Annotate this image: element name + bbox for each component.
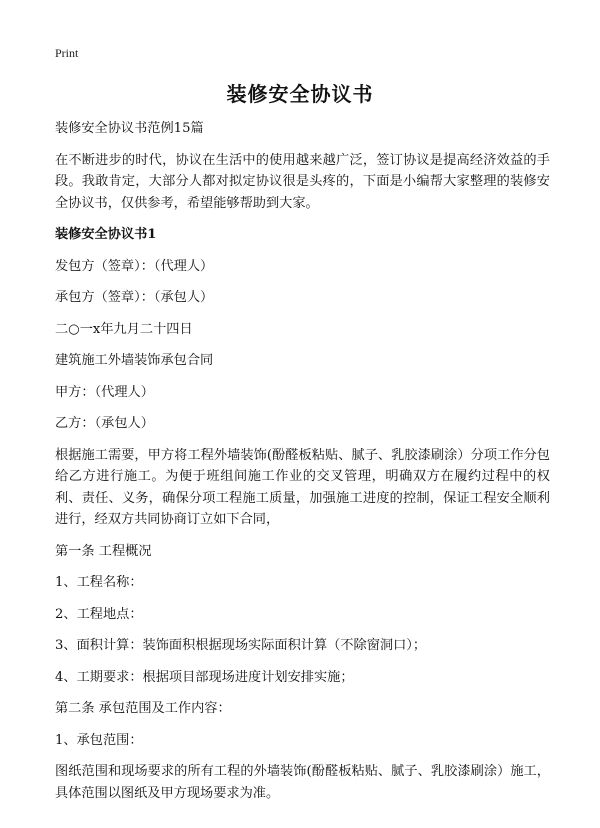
document-body — [55, 118, 550, 814]
document-title: 装修安全协议书 — [226, 82, 374, 106]
article-heading: 第一条 工程概况 — [55, 543, 152, 559]
party-a-signature: 发包方（签章）：（代理人） — [55, 258, 214, 274]
contract-name: 建筑施工外墙装饰承包合同 — [55, 353, 214, 368]
party-b-line: 乙方：（承包人） — [55, 416, 154, 431]
list-item: 4、工期要求：根据项目部现场进度计划安排实施； — [55, 669, 354, 685]
section-heading: 装修安全协议书1 — [55, 227, 157, 242]
party-a-line: 甲方：（代理人） — [55, 384, 154, 400]
intro-paragraph: 在不断进步的时代，协议在生活中的使用越来越广泛，签订协议是提高经济效益的手段。我敢肯定，大部分人都对拟定协议很是头疼的，下面是小编帮大家整理的装修安全协议书，仅供参考，希望能够帮助到大家。 — [55, 152, 550, 211]
document-date: 二○一x年九月二十四日 — [55, 321, 193, 337]
document-subtitle: 装修安全协议书范例15篇 — [55, 121, 204, 136]
scope-paragraph: 图纸范围和现场要求的所有工程的外墙装饰(酚醛板粘贴、腻子、乳胶漆刷涂）施工，具体范围以图纸及甲方现场要求为准。 — [55, 764, 550, 801]
contract-intro-paragraph: 根据施工需要，甲方将工程外墙装饰(酚醛板粘贴、腻子、乳胶漆刷涂）分项工作分包给乙方进行施工。为便于班组间施工作业的交叉管理，明确双方在履约过程中的权利、责任、义务，确保分项工程施工质量，加强施工进度的控制，保证工程安全顺利进行，经双方共同协商订立如下合同， — [55, 447, 550, 527]
list-item: 1、工程名称： — [55, 575, 143, 590]
article-heading: 第二条 承包范围及工作内容： — [55, 701, 231, 716]
print-link[interactable]: Print — [55, 46, 79, 60]
party-b-signature: 承包方（签章）：（承包人） — [55, 290, 214, 305]
list-item: 3、面积计算：装饰面积根据现场实际面积计算（不除窗洞口）； — [55, 638, 427, 653]
list-item: 2、工程地点： — [55, 606, 143, 622]
list-item: 1、承包范围： — [55, 732, 143, 748]
